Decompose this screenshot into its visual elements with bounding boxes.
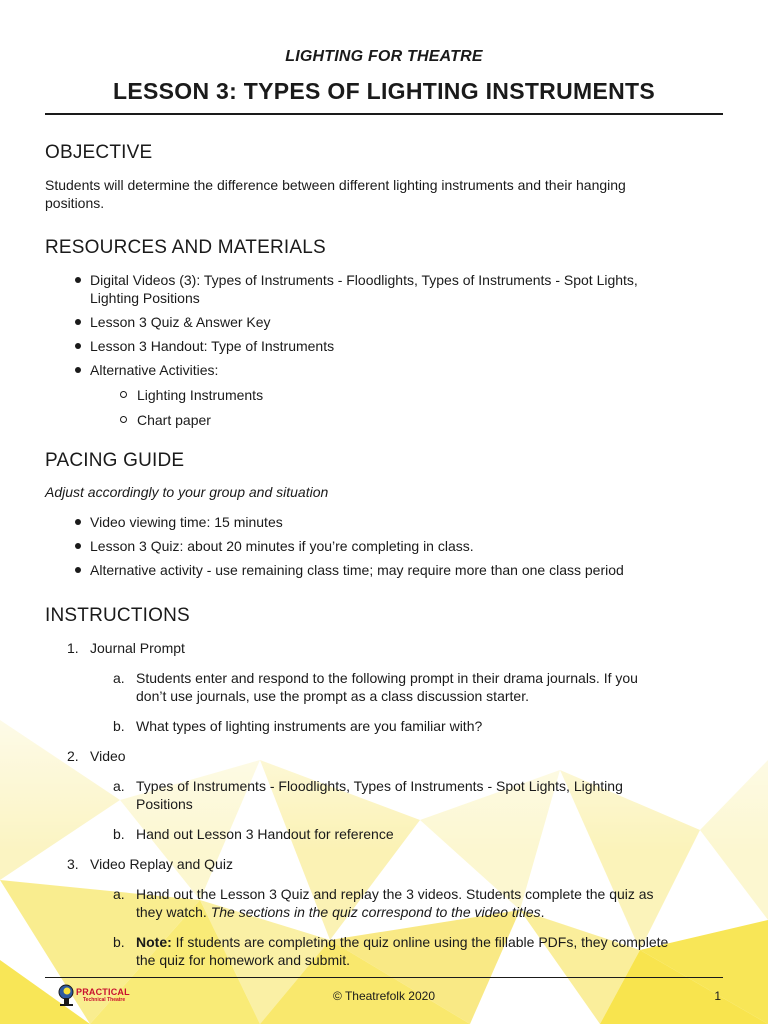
step-label: Video <box>90 748 126 764</box>
substep-line: the quiz for homework and submit. <box>136 952 350 968</box>
resource-item-videos <box>45 271 725 307</box>
objective-text <box>45 176 725 212</box>
resource-item-handout: Lesson 3 Handout: Type of Instruments <box>45 337 725 355</box>
objective-text-line-1: Students will determine the difference between different lighting instruments and their hanging <box>45 177 626 193</box>
course-subtitle: LIGHTING FOR THEATRE <box>285 48 483 65</box>
substep <box>45 885 725 921</box>
substep-line: Positions <box>136 796 193 812</box>
substep-marker: b. <box>113 826 125 842</box>
sub-item-chart-paper: Chart paper <box>90 411 725 429</box>
alternative-activities-list <box>90 386 725 429</box>
instruction-step-2 <box>45 747 725 843</box>
step-number: 3. <box>67 856 79 872</box>
step-number: 1. <box>67 640 79 656</box>
step-number: 2. <box>67 748 79 764</box>
substep-line <box>136 903 725 921</box>
objective-text-line-2: positions. <box>45 195 105 211</box>
pacing-item: Alternative activity - use remaining class time; may require more than one class period <box>45 561 725 579</box>
substep-marker: b. <box>113 934 125 950</box>
step-label: Video Replay and Quiz <box>90 856 233 872</box>
substep-line <box>136 933 725 951</box>
resource-item-alternative-label: Alternative Activities: <box>90 362 219 378</box>
substep-text: they watch. <box>136 904 211 920</box>
substep-marker: a. <box>113 886 125 902</box>
sub-item-lighting-instruments: Lighting Instruments <box>90 386 725 404</box>
resource-item-videos-line-1: Digital Videos (3): Types of Instruments - Floodlights, Types of Instruments - Spot Lights, <box>90 272 638 288</box>
resource-item-videos-line-2: Lighting Positions <box>90 290 200 306</box>
pacing-heading: PACING GUIDE <box>45 450 185 471</box>
instructions-list <box>45 639 725 969</box>
step-substeps <box>45 669 725 735</box>
substep-line: Students enter and respond to the following prompt in their drama journals. If you <box>136 670 638 686</box>
substep-italic-text: The sections in the quiz correspond to the video titles <box>210 904 541 920</box>
note-label: Note: <box>136 934 172 950</box>
pacing-item: Lesson 3 Quiz: about 20 minutes if you’re completing in class. <box>45 537 725 555</box>
substep-line: Types of Instruments - Floodlights, Types of Instruments - Spot Lights, Lighting <box>136 778 623 794</box>
substep <box>45 777 725 813</box>
instruction-step-3 <box>45 855 725 969</box>
step-substeps <box>45 777 725 843</box>
instruction-step-1 <box>45 639 725 735</box>
instructions-heading: INSTRUCTIONS <box>45 605 190 626</box>
substep <box>45 933 725 969</box>
logo-tagline: Technical Theatre <box>83 997 126 1003</box>
substep <box>45 717 725 735</box>
substep-marker: a. <box>113 778 125 794</box>
pacing-item: Video viewing time: 15 minutes <box>45 513 725 531</box>
substep-marker: b. <box>113 718 125 734</box>
lesson-title: LESSON 3: TYPES OF LIGHTING INSTRUMENTS <box>112 78 655 104</box>
copyright-text: © Theatrefolk 2020 <box>332 989 436 1003</box>
substep <box>45 825 725 843</box>
substep-line: Hand out the Lesson 3 Quiz and replay the 3 videos. Students complete the quiz as <box>136 886 654 902</box>
substep-text: . <box>540 904 545 920</box>
resources-list <box>45 271 725 436</box>
resources-heading: RESOURCES AND MATERIALS <box>45 237 326 258</box>
resource-item-quiz: Lesson 3 Quiz & Answer Key <box>45 313 725 331</box>
substep-marker: a. <box>113 670 125 686</box>
pacing-list <box>45 513 725 585</box>
substep-line: Hand out Lesson 3 Handout for reference <box>136 826 394 842</box>
objective-heading: OBJECTIVE <box>45 142 153 163</box>
substep-line: don’t use journals, use the prompt as a class discussion starter. <box>136 688 529 704</box>
step-label: Journal Prompt <box>90 640 185 656</box>
substep <box>45 669 725 705</box>
step-substeps <box>45 885 725 969</box>
page-number: 1 <box>714 989 721 1003</box>
pacing-note: Adjust accordingly to your group and situation <box>45 484 329 500</box>
substep-line: What types of lighting instruments are you familiar with? <box>136 718 483 734</box>
logo-wordmark: PRACTICAL <box>76 987 130 997</box>
substep-text: If students are completing the quiz online using the fillable PDFs, they complete <box>171 934 669 950</box>
footer-divider <box>45 977 723 978</box>
title-divider <box>45 113 723 115</box>
resource-item-alternative <box>45 361 725 429</box>
